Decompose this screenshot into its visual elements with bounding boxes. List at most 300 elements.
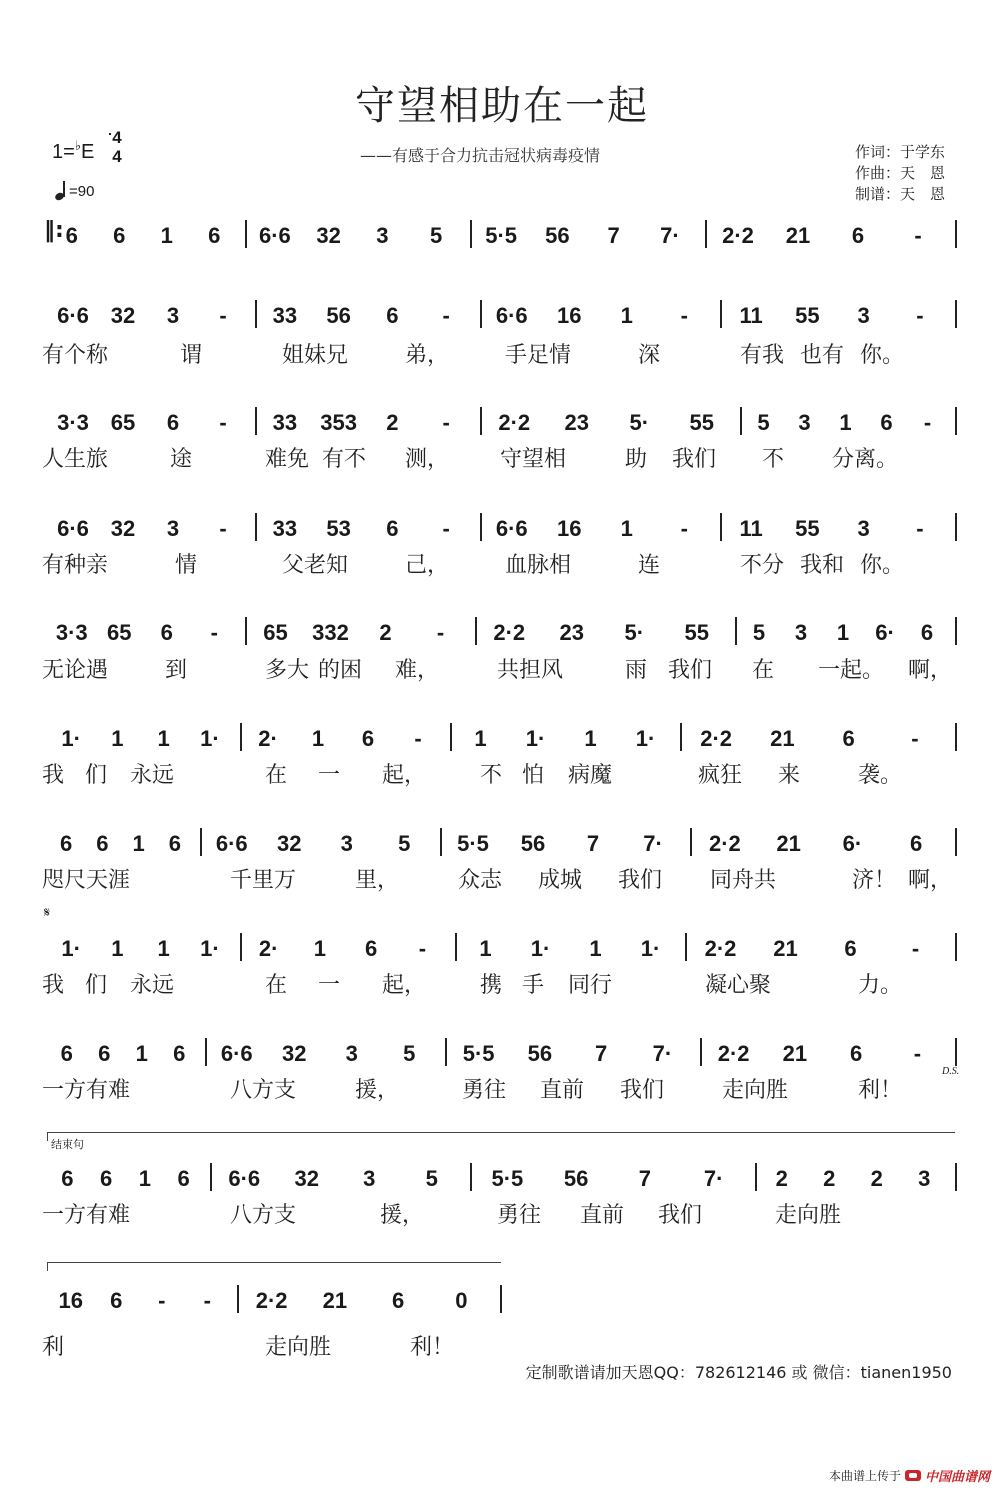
note: - — [418, 936, 427, 961]
lyric-syllable: 啊， — [908, 658, 953, 683]
note: 7· — [643, 831, 663, 856]
note: 5 — [403, 1041, 416, 1066]
notation-row — [0, 1280, 1004, 1320]
note: 7 — [595, 1041, 608, 1066]
note: 3·3 — [55, 620, 88, 645]
lyric-syllable: 来 — [778, 763, 801, 788]
coda-ending-bracket-end — [47, 1262, 501, 1271]
barline — [700, 1038, 702, 1066]
lyric-syllable: 同行 — [568, 973, 613, 998]
note: 21 — [773, 936, 798, 961]
note: 6·6 — [258, 223, 291, 248]
barline — [735, 617, 737, 645]
note: 11 — [739, 303, 763, 328]
note: 56 — [520, 831, 546, 856]
note: - — [680, 303, 688, 328]
note: 1 — [620, 516, 633, 541]
lyric-syllable: 测， — [405, 447, 450, 472]
barline — [240, 723, 242, 751]
note: 5·5 — [462, 1041, 495, 1066]
lyric-syllable: 分离。 — [832, 447, 899, 472]
note: 1 — [111, 726, 124, 751]
barline — [720, 300, 722, 328]
note: - — [210, 620, 218, 645]
barline — [255, 513, 257, 541]
note: 7 — [607, 223, 620, 248]
lyric-syllable: 深 — [638, 343, 661, 368]
barline — [245, 617, 247, 645]
note: - — [219, 410, 227, 435]
contact-footer: 定制歌谱请加天恩QQ：782612146 或 微信：tianen1950 — [525, 1363, 952, 1382]
note: - — [158, 1288, 166, 1313]
barline — [205, 1038, 207, 1066]
note: 6 — [160, 620, 173, 645]
note: 21 — [782, 1041, 808, 1066]
note: 2·2 — [708, 831, 741, 856]
note: 7· — [703, 1166, 724, 1191]
note: 65 — [110, 410, 136, 435]
lyric-syllable: 永远 — [130, 973, 175, 998]
note: 1 — [160, 223, 173, 248]
lyric-syllable: 途 — [170, 447, 193, 472]
note: 23 — [564, 410, 589, 435]
note: 55 — [795, 516, 820, 541]
lyric-syllable: 一方有难 — [42, 1078, 131, 1103]
lyric-syllable: 力。 — [858, 973, 903, 998]
lyric-syllable: 永远 — [130, 763, 175, 788]
lyric-syllable: 助 — [625, 447, 648, 472]
barline — [455, 933, 457, 961]
lyric-syllable: 八方支 — [230, 1203, 297, 1228]
lyric-syllable: 我 — [42, 973, 65, 998]
note: 1 — [132, 831, 145, 856]
note: - — [913, 1041, 922, 1066]
lyric-syllable: 多大 — [265, 658, 310, 683]
site-logo-icon — [905, 1470, 921, 1481]
lyric-syllable: 我 — [42, 763, 65, 788]
note: 2·2 — [498, 410, 531, 435]
lyrics-row — [0, 758, 1004, 788]
lyric-syllable: 济！ — [852, 868, 897, 893]
note: 55 — [689, 410, 714, 435]
note: 1 — [479, 936, 492, 961]
lyric-syllable: 走向胜 — [722, 1078, 789, 1103]
lyric-syllable: 父老知 — [282, 553, 349, 578]
lyric-syllable: 疯狂 — [698, 763, 743, 788]
barline — [450, 723, 452, 751]
note: 6 — [177, 1166, 190, 1191]
barline — [680, 723, 682, 751]
lyric-syllable: 一 — [318, 973, 341, 998]
lyric-syllable: 啊， — [908, 868, 953, 893]
lyric-syllable: 雨 — [625, 658, 648, 683]
barline — [255, 407, 257, 435]
note: 2·2 — [700, 726, 733, 751]
lyric-syllable: 弟， — [405, 343, 450, 368]
lyric-syllable: 有个称 — [42, 343, 109, 368]
note: 353 — [320, 410, 357, 435]
note: - — [916, 303, 924, 328]
lyric-syllable: 同舟共 — [710, 868, 777, 893]
note: 5 — [430, 223, 443, 248]
note: 1 — [157, 936, 170, 961]
lyric-syllable: 己， — [405, 553, 450, 578]
lyric-syllable: 也有 — [800, 343, 845, 368]
note: 56 — [527, 1041, 553, 1066]
note: 1 — [311, 726, 325, 751]
barline — [955, 1163, 957, 1191]
note: 1 — [589, 936, 602, 961]
lyric-syllable: 你。 — [860, 343, 905, 368]
note: 5· — [624, 620, 645, 645]
note: 6 — [386, 516, 399, 541]
note: 2·2 — [717, 1041, 750, 1066]
note: 32 — [110, 303, 136, 328]
lyric-syllable: 携 — [480, 973, 503, 998]
note: 7 — [586, 831, 600, 856]
lyric-syllable: 人生旅 — [42, 447, 109, 472]
note: 6 — [386, 303, 399, 328]
lyric-syllable: 里， — [355, 868, 400, 893]
note: 6 — [880, 410, 893, 435]
note: 6 — [98, 1041, 111, 1066]
note: 6 — [365, 936, 378, 961]
barline — [237, 1285, 239, 1313]
note: 3 — [345, 1041, 358, 1066]
note: 6 — [392, 1288, 405, 1313]
lyric-syllable: 一 — [318, 763, 341, 788]
note: 32 — [294, 1166, 319, 1191]
note: 21 — [770, 726, 795, 751]
meter-top: 4 — [112, 128, 122, 147]
lyric-syllable: 起， — [382, 973, 427, 998]
note: 6·6 — [220, 1041, 253, 1066]
note: 53 — [326, 516, 351, 541]
note: 2 — [379, 620, 392, 645]
key-signature — [52, 138, 94, 164]
note: 32 — [282, 1041, 307, 1066]
lyric-syllable: 利！ — [858, 1078, 903, 1103]
lyric-syllable: 们 — [85, 763, 108, 788]
song-subtitle: ——有感于合力抗击冠状病毒疫情 — [360, 146, 601, 165]
lyric-syllable: 利！ — [410, 1335, 455, 1360]
note: 1· — [530, 936, 551, 961]
upload-credit — [829, 1466, 990, 1485]
note: 6 — [168, 831, 181, 856]
barline — [200, 828, 202, 856]
lyric-syllable: 手足情 — [505, 343, 572, 368]
barline — [955, 723, 957, 751]
note: 7· — [660, 223, 680, 248]
note: - — [219, 516, 227, 541]
lyric-syllable: 守望相 — [500, 447, 567, 472]
note: - — [219, 303, 227, 328]
note: 3 — [166, 516, 180, 541]
lyric-syllable: 走向胜 — [265, 1335, 332, 1360]
note: 1 — [474, 726, 487, 751]
note: 6·6 — [495, 303, 528, 328]
note: 6 — [920, 620, 934, 645]
note: 2· — [258, 936, 279, 961]
lyric-syllable: 有种亲 — [42, 553, 109, 578]
note: 56 — [326, 303, 351, 328]
note: 6 — [850, 1041, 863, 1066]
barline — [955, 220, 957, 248]
barline — [955, 1038, 957, 1066]
note: 56 — [563, 1166, 589, 1191]
composer-credit: 作曲：天 恩 — [855, 164, 946, 182]
note: 6 — [844, 936, 857, 961]
note: 7 — [638, 1166, 651, 1191]
note: 1 — [138, 1166, 151, 1191]
note: 3 — [340, 831, 353, 856]
note: - — [911, 936, 920, 961]
meter-bottom: 4 — [112, 147, 122, 166]
note: 6 — [113, 223, 126, 248]
note: 5 — [425, 1166, 438, 1191]
barline — [955, 407, 957, 435]
lyric-syllable: 难免 — [265, 447, 310, 472]
barline — [955, 513, 957, 541]
lyric-syllable: 一方有难 — [42, 1203, 131, 1228]
notation-row — [0, 612, 1004, 652]
note: 1· — [200, 726, 220, 751]
note: 6·6 — [57, 516, 89, 541]
lyrics-row — [0, 442, 1004, 472]
note: 6 — [173, 1041, 186, 1066]
note: 3 — [363, 1166, 376, 1191]
note: 1· — [525, 726, 546, 751]
note: 6 — [110, 1288, 123, 1313]
lyric-syllable: 八方支 — [230, 1078, 297, 1103]
barline — [955, 933, 957, 961]
lyric-syllable: 成城 — [538, 868, 583, 893]
lyric-syllable: 勇往 — [462, 1078, 507, 1103]
lyric-syllable: 袭。 — [858, 763, 903, 788]
note: 1 — [836, 620, 850, 645]
lyrics-row — [0, 1073, 1004, 1103]
lyrics-row — [0, 548, 1004, 578]
barline — [755, 1163, 757, 1191]
lyric-syllable: 利 — [42, 1335, 65, 1360]
lyric-syllable: 难， — [395, 658, 440, 683]
note: 6 — [96, 831, 109, 856]
note: - — [203, 1288, 211, 1313]
note: 5· — [629, 410, 650, 435]
note: 6·6 — [495, 516, 528, 541]
barline — [955, 617, 957, 645]
note: 1 — [620, 303, 633, 328]
note: 21 — [322, 1288, 348, 1313]
note: 7· — [652, 1041, 673, 1066]
lyrics-row — [0, 863, 1004, 893]
barline — [955, 300, 957, 328]
note: - — [436, 620, 445, 645]
note: 32 — [316, 223, 341, 248]
note: 1· — [200, 936, 220, 961]
lyric-syllable: 凝心聚 — [705, 973, 772, 998]
barline — [720, 513, 722, 541]
note: 6 — [60, 831, 73, 856]
note: 2·2 — [722, 223, 754, 248]
lyric-syllable: 手 — [522, 973, 545, 998]
note: 6·6 — [57, 303, 89, 328]
lyric-syllable: 起， — [382, 763, 427, 788]
note: 1 — [111, 936, 124, 961]
lyric-syllable: 援， — [380, 1203, 425, 1228]
note: 56 — [545, 223, 570, 248]
barline — [690, 828, 692, 856]
repeat-start-sign: ‖: — [44, 218, 64, 243]
lyric-syllable: 不 — [762, 447, 785, 472]
notation-row — [0, 928, 1004, 968]
notation-row — [0, 718, 1004, 758]
note: 11 — [739, 516, 763, 541]
segno-sign: 𝄋 — [44, 906, 51, 921]
note: 1· — [635, 726, 656, 751]
note: 6 — [61, 1166, 74, 1191]
coda-ending-bracket — [47, 1132, 955, 1141]
arranger-credit: 制谱：天 恩 — [855, 185, 946, 203]
barline — [955, 828, 957, 856]
note: 23 — [559, 620, 584, 645]
note: 21 — [776, 831, 801, 856]
note: 332 — [312, 620, 349, 645]
note: 1 — [839, 410, 852, 435]
tempo-value: =90 — [69, 183, 95, 200]
note: 2·2 — [255, 1288, 288, 1313]
barline — [470, 220, 472, 248]
note: 5·5 — [485, 223, 518, 248]
note: 2·2 — [493, 620, 526, 645]
note: 1 — [157, 726, 170, 751]
lyric-syllable: 病魔 — [568, 763, 613, 788]
note: 21 — [785, 223, 811, 248]
note: 16 — [557, 303, 582, 328]
song-title: 守望相助在一起 — [355, 83, 649, 129]
lyric-syllable: 我们 — [620, 1078, 665, 1103]
note: 6 — [166, 410, 180, 435]
note: 33 — [272, 303, 298, 328]
barline — [440, 828, 442, 856]
lyric-syllable: 不分 — [740, 553, 785, 578]
note: 65 — [107, 620, 132, 645]
note: 6·6 — [228, 1166, 261, 1191]
lyric-syllable: 在 — [265, 973, 288, 998]
note: 5·5 — [491, 1166, 524, 1191]
lyric-syllable: 有我 — [740, 343, 785, 368]
lyric-syllable: 咫尺天涯 — [42, 868, 131, 893]
lyric-syllable: 到 — [165, 658, 188, 683]
note: 65 — [263, 620, 288, 645]
lyric-syllable: 们 — [85, 973, 108, 998]
notation-row — [0, 1158, 1004, 1198]
barline — [480, 300, 482, 328]
note: 3 — [376, 223, 389, 248]
barline — [705, 220, 707, 248]
upload-text: 本曲谱上传于 — [828, 1469, 901, 1483]
note: 6 — [361, 726, 375, 751]
note: 6·6 — [215, 831, 248, 856]
lyric-syllable: 走向胜 — [775, 1203, 842, 1228]
lyric-syllable: 有不 — [322, 447, 367, 472]
note: 3 — [794, 620, 808, 645]
note: 16 — [58, 1288, 83, 1313]
lyric-syllable: 在 — [265, 763, 288, 788]
lyric-syllable: 的困 — [318, 658, 363, 683]
lyrics-row — [0, 968, 1004, 998]
lyrics-row — [0, 338, 1004, 368]
note: 5 — [398, 831, 411, 856]
barline — [475, 617, 477, 645]
barline — [470, 1163, 472, 1191]
lyric-syllable: 连 — [638, 553, 661, 578]
lyric-syllable: 我们 — [658, 1203, 703, 1228]
lyric-syllable: 直前 — [540, 1078, 585, 1103]
lyric-syllable: 共担风 — [497, 658, 564, 683]
barline — [480, 407, 482, 435]
key-prefix: 1= — [52, 141, 75, 163]
note: 32 — [277, 831, 302, 856]
barline — [245, 220, 247, 248]
note: 3 — [918, 1166, 931, 1191]
note: 0 — [455, 1288, 468, 1313]
note: 1· — [61, 936, 81, 961]
note: 3 — [798, 410, 811, 435]
lyric-syllable: 血脉相 — [505, 553, 572, 578]
note: - — [442, 303, 450, 328]
lyric-syllable: 你。 — [860, 553, 905, 578]
notation-row — [0, 823, 1004, 863]
note: 2 — [386, 410, 399, 435]
lyric-syllable: 援， — [355, 1078, 400, 1103]
lyric-syllable: 情 — [175, 553, 198, 578]
note: - — [414, 726, 422, 751]
note: 33 — [272, 410, 298, 435]
note: 1 — [313, 936, 326, 961]
lyric-syllable: 无论遇 — [42, 658, 109, 683]
note: 6· — [875, 620, 895, 645]
lyric-syllable: 在 — [752, 658, 775, 683]
barline — [445, 1038, 447, 1066]
ds-mark: D.S. — [942, 1066, 960, 1077]
note: 3 — [857, 303, 870, 328]
note: 3 — [857, 516, 870, 541]
key-note: E — [80, 141, 95, 163]
lyric-syllable: 姐妹兄 — [282, 343, 349, 368]
lyric-syllable: 谓 — [180, 343, 203, 368]
note: 3 — [166, 303, 180, 328]
ending-label: 结束句 — [51, 1138, 84, 1151]
notation-row — [0, 215, 1004, 255]
barline — [740, 407, 742, 435]
lyric-syllable: 千里万 — [230, 868, 297, 893]
flat-sign: ♭ — [74, 138, 81, 153]
note: 6 — [65, 223, 78, 248]
note: - — [916, 516, 924, 541]
lyric-syllable: 我们 — [672, 447, 717, 472]
credits — [855, 142, 945, 205]
note: 1 — [135, 1041, 148, 1066]
tempo-marking — [55, 180, 94, 200]
barline — [240, 933, 242, 961]
note: 2·2 — [704, 936, 737, 961]
note: 6 — [208, 223, 221, 248]
note: 16 — [557, 516, 582, 541]
barline — [480, 513, 482, 541]
site-name: 中国曲谱网 — [924, 1470, 990, 1485]
note: 5 — [757, 410, 770, 435]
